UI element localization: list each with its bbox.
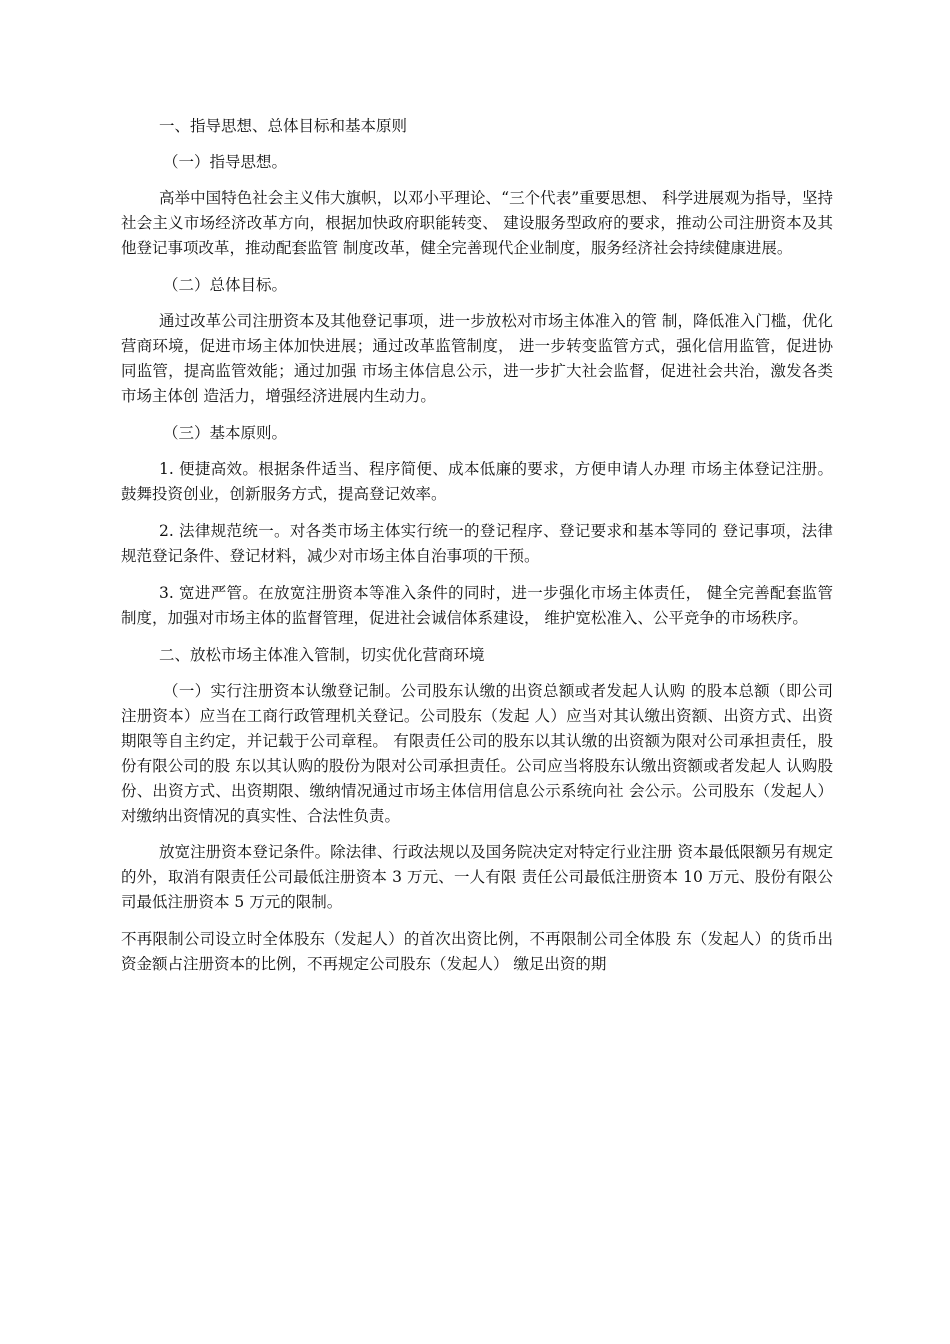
principle-item-3: 3. 宽进严管。在放宽注册资本等准入条件的同时，进一步强化市场主体责任， 健全完善配套监管制度，加强对市场主体的监督管理，促进社会诚信体系建设， 维护宽松准入、公平竞争的市场秩序。 [121,584,833,627]
principle-item-2: 2. 法律规范统一。对各类市场主体实行统一的登记程序、登记要求和基本等同的 登记事项，法律规范登记条件、登记材料，减少对市场主体自治事项的干预。 [121,522,833,565]
paragraph-no-limit-contribution: 不再限制公司设立时全体股东（发起人）的首次出资比例，不再限制公司全体股 东（发起人）的货币出资金额占注册资本的比例，不再规定公司股东（发起人） 缴足出资的期 [121,930,833,973]
section-heading-market-access: 二、放松市场主体准入管制，切实优化营商环境 [159,646,485,664]
paragraph-registered-capital-system: （一）实行注册资本认缴登记制。公司股东认缴的出资总额或者发起人认购 的股本总额（即公司注册资本）应当在工商行政管理机关登记。公司股东（发起 人）应当对其认缴出资额、出资方式、出资期限等自主约定，并记载于公司章程。 有限责任公司的股东以其认缴的出资额为限对公司承担责任，股份有限公司的股 东以其认购的股份为限对公司承担责任。公司应当将股东认缴出资额或者发起人 认购股份、出资方式、出资期限、缴纳情况通过市场主体信用信息公示系统向社 会公示。公司股东（发起人）对缴纳出资情况的真实性、合法性负责。 [121,682,833,825]
subheading-overall-goal: （二）总体目标。 [163,276,288,294]
principle-item-1: 1. 便捷高效。根据条件适当、程序简便、成本低廉的要求，方便申请人办理 市场主体登记注册。鼓舞投资创业，创新服务方式，提高登记效率。 [121,460,833,503]
paragraph-overall-goal: 通过改革公司注册资本及其他登记事项，进一步放松对市场主体准入的管 制，降低准入门槛，优化营商环境，促进市场主体加快进展；通过改革监管制度， 进一步转变监管方式，强化信用监管，促进协同监管，提高监管效能；通过加强 市场主体信息公示，进一步扩大社会监督，促进社会共治，激发各类市场主体创 造活力，增强经济进展内生动力。 [121,312,833,405]
paragraph-relax-registration: 放宽注册资本登记条件。除法律、行政法规以及国务院决定对特定行业注册 资本最低限额另有规定的外，取消有限责任公司最低注册资本 3 万元、一人有限 责任公司最低注册资本 10 万元、股份有限公司最低注册资本 5 万元的限制。 [121,843,833,911]
paragraph-guiding-thought: 高举中国特色社会主义伟大旗帜，以邓小平理论、“三个代表”重要思想、 科学进展观为指导，坚持社会主义市场经济改革方向，根据加快政府职能转变、 建设服务型政府的要求，推动公司注册资本及其他登记事项改革，推动配套监管 制度改革，健全完善现代企业制度，服务经济社会持续健康进展。 [121,189,833,257]
subheading-guiding-thought: （一）指导思想。 [163,153,288,171]
section-heading-guiding-principles: 一、指导思想、总体目标和基本原则 [159,117,408,135]
document-body [121,114,833,989]
subheading-basic-principles: （三）基本原则。 [163,424,288,442]
